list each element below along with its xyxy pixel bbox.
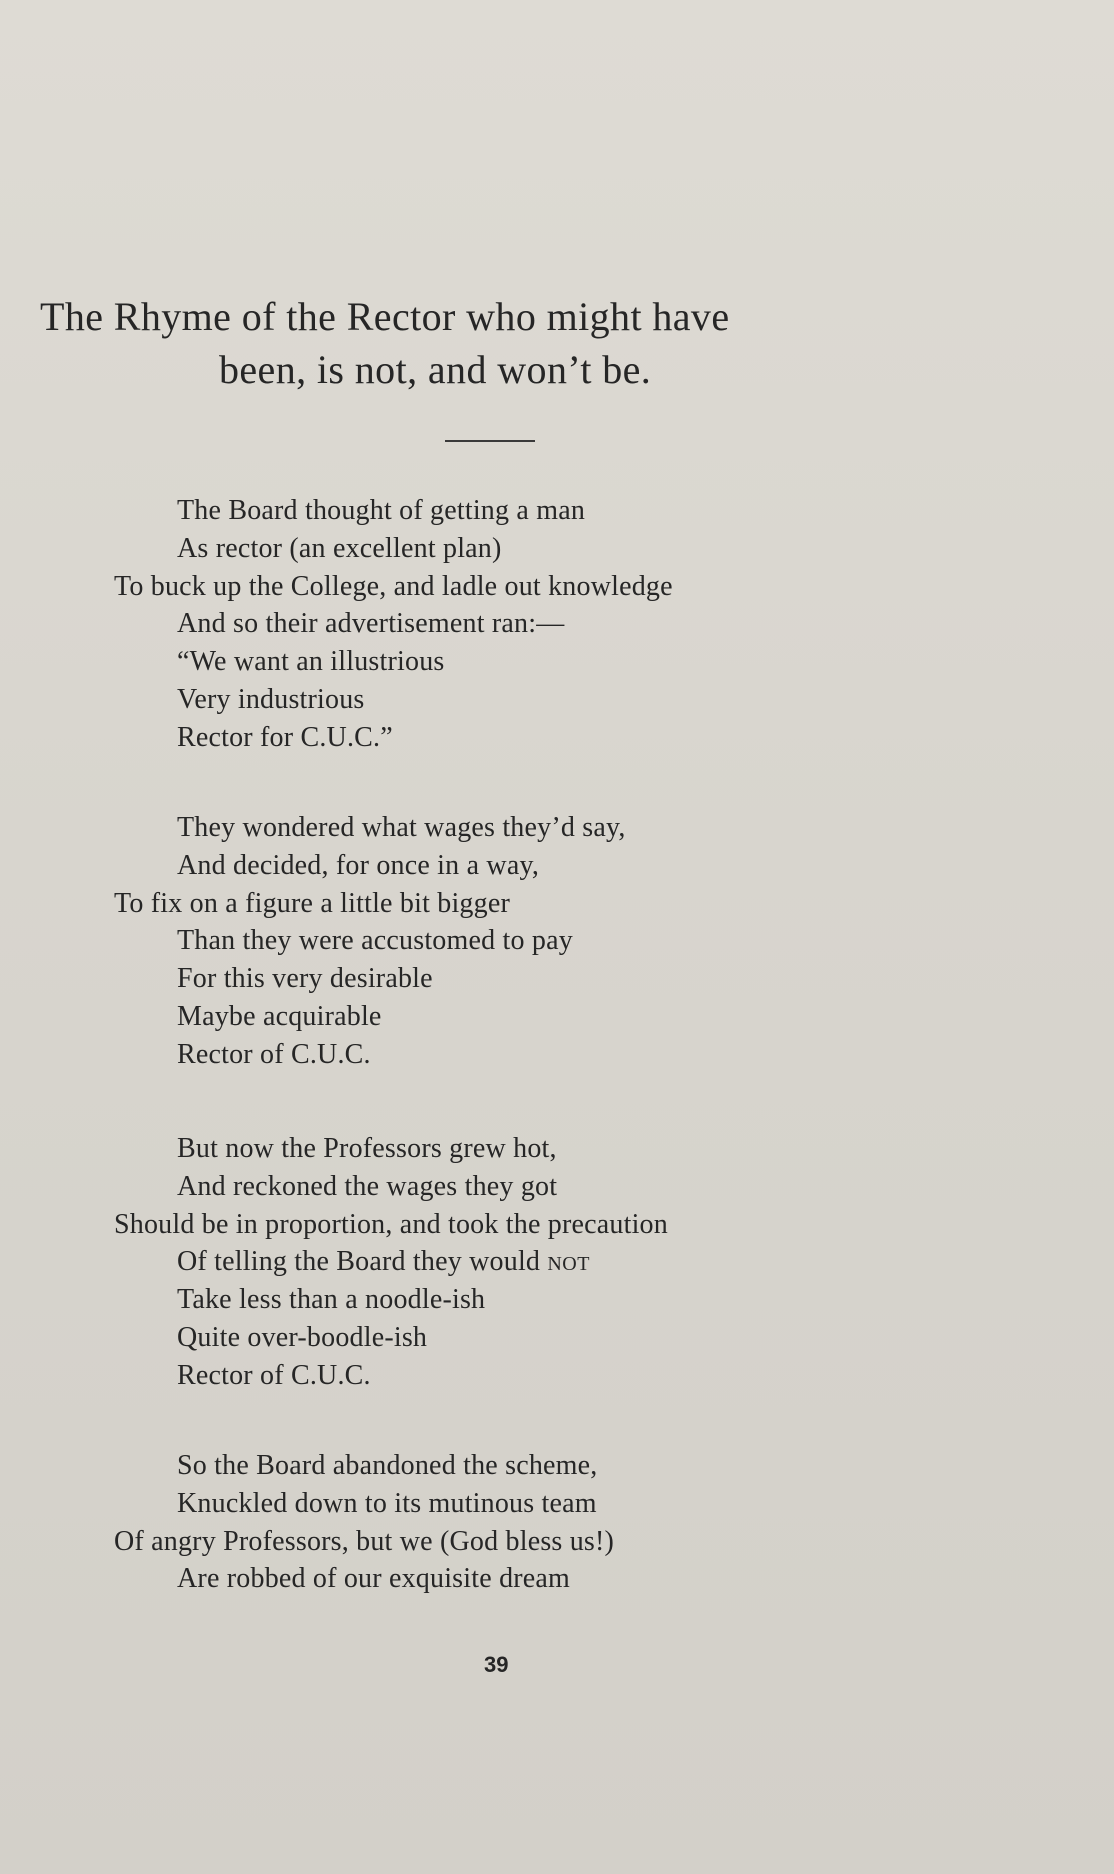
stanza-3-line-1: But now the Professors grew hot, bbox=[177, 1133, 557, 1164]
stanza-2-line-5: For this very desirable bbox=[177, 963, 433, 994]
stanza-3-line-6: Quite over-boodle-ish bbox=[177, 1322, 428, 1353]
stanza-2-line-6: Maybe acquirable bbox=[177, 1001, 382, 1032]
stanza-1-line-3: To buck up the College, and ladle out knowledge bbox=[114, 571, 673, 602]
stanza-3-line-2: And reckoned the wages they got bbox=[177, 1171, 558, 1202]
stanza-3-line-7: Rector of C.U.C. bbox=[177, 1360, 371, 1391]
stanza-2-line-2: And decided, for once in a way, bbox=[177, 850, 540, 881]
stanza-3-line-4-text: Of telling the Board they would bbox=[177, 1246, 541, 1277]
stanza-3-line-5: Take less than a noodle-ish bbox=[177, 1284, 486, 1315]
stanza-1-line-2: As rector (an excellent plan) bbox=[177, 533, 502, 564]
stanza-4-line-4: Are robbed of our exquisite dream bbox=[177, 1563, 571, 1594]
stanza-1-line-6: Very industrious bbox=[177, 684, 365, 715]
page-number: 39 bbox=[484, 1652, 509, 1677]
stanza-4-line-2: Knuckled down to its mutinous team bbox=[177, 1488, 597, 1519]
small-caps-emphasis: not bbox=[547, 1246, 590, 1277]
stanza-3-line-3: Should be in proportion, and took the precaution bbox=[114, 1209, 668, 1240]
stanza-4-line-1: So the Board abandoned the scheme, bbox=[177, 1450, 598, 1481]
poem-title-line-2: been, is not, and won’t be. bbox=[219, 347, 652, 392]
stanza-2-line-1: They wondered what wages they’d say, bbox=[177, 812, 626, 843]
stanza-2-line-7: Rector of C.U.C. bbox=[177, 1039, 371, 1070]
title-divider bbox=[445, 440, 535, 442]
stanza-4-line-3: Of angry Professors, but we (God bless us!) bbox=[114, 1526, 615, 1557]
poem-title-line-1: The Rhyme of the Rector who might have bbox=[40, 294, 730, 339]
stanza-2-line-3: To fix on a figure a little bit bigger bbox=[114, 888, 510, 919]
stanza-1-line-1: The Board thought of getting a man bbox=[177, 495, 586, 526]
stanza-1-line-4: And so their advertisement ran:— bbox=[177, 608, 565, 639]
stanza-1-line-5: “We want an illustrious bbox=[177, 646, 445, 677]
stanza-1-line-7: Rector for C.U.C.” bbox=[177, 722, 393, 753]
stanza-2-line-4: Than they were accustomed to pay bbox=[177, 925, 573, 956]
stanza-3-line-4 bbox=[177, 1244, 590, 1280]
